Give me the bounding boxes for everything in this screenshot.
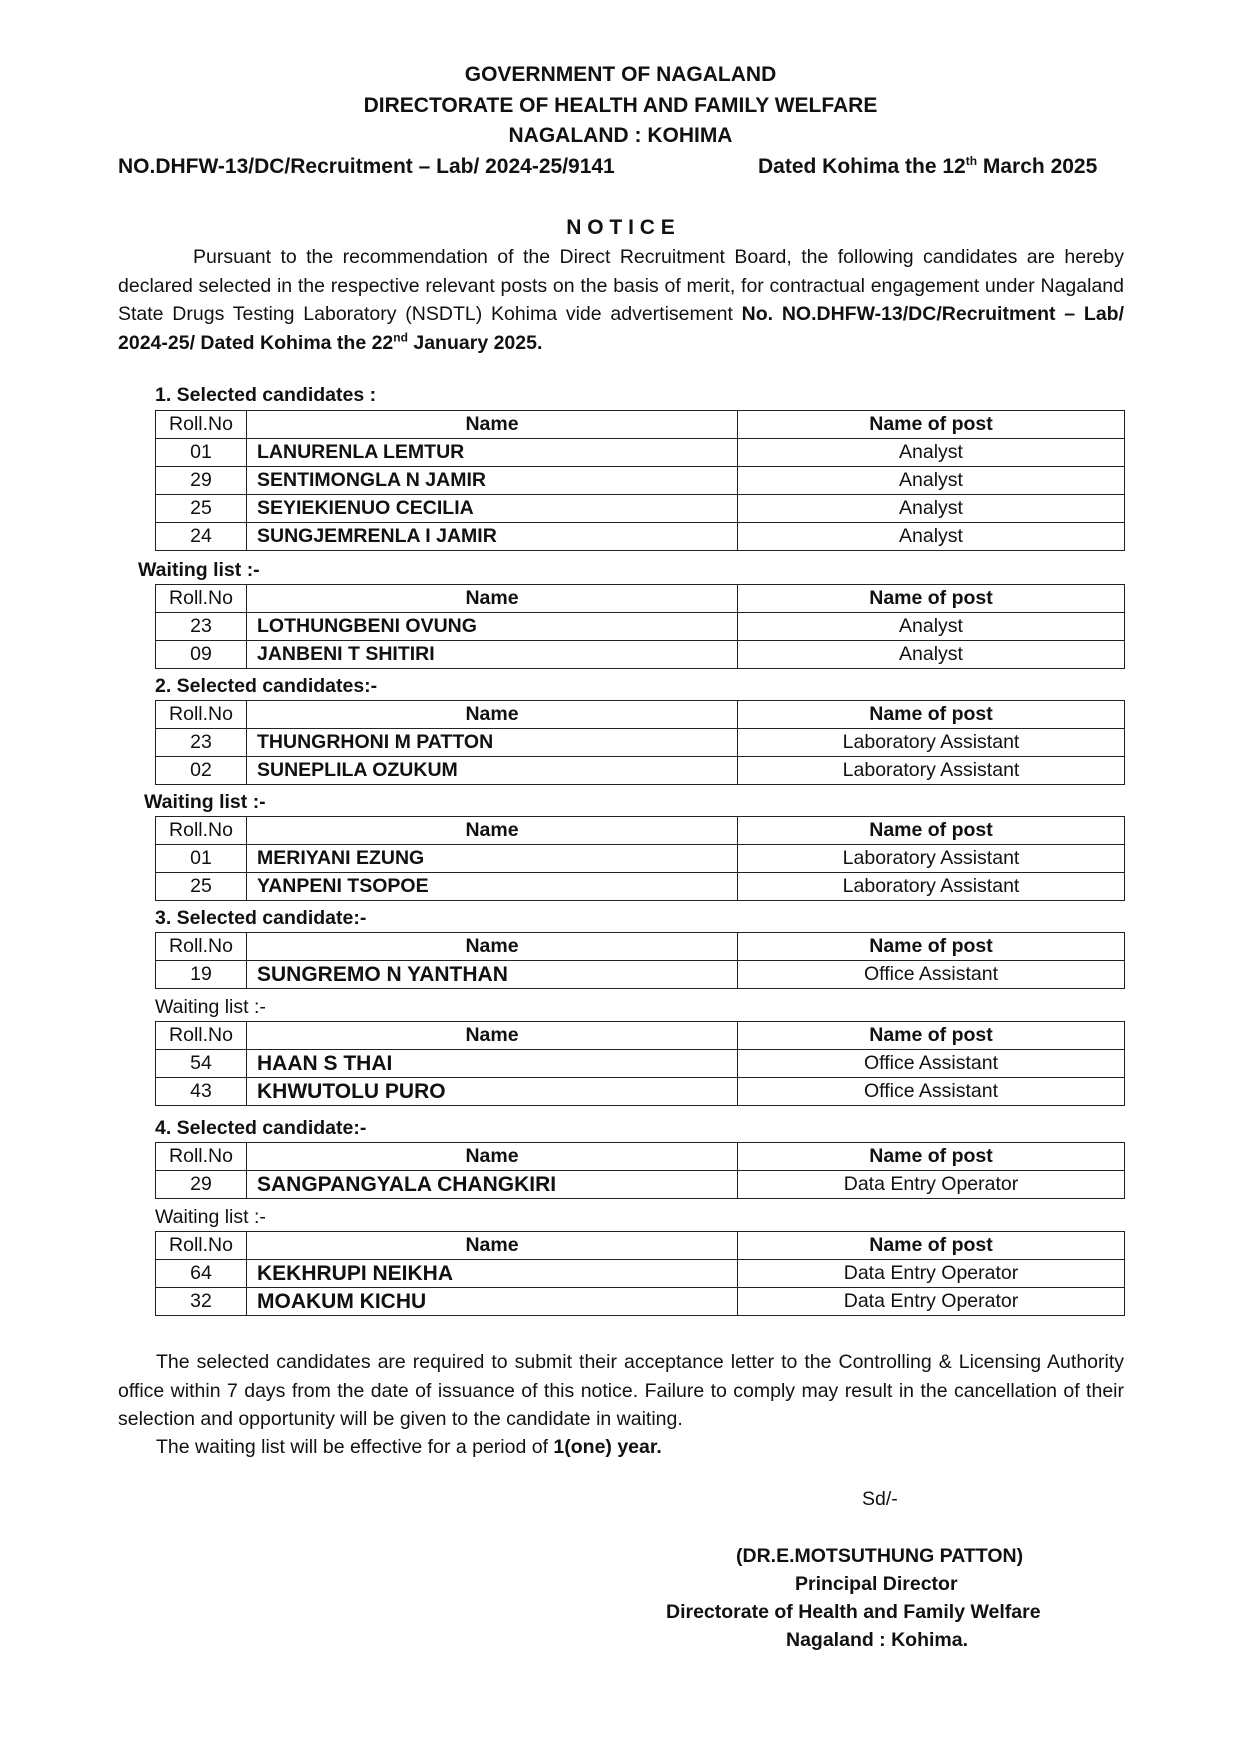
header-directorate: DIRECTORATE OF HEALTH AND FAMILY WELFARE [363, 94, 878, 117]
acceptance-instructions: The selected candidates are required to submit their acceptance letter to the Controlling & Licensing Authority office within 7 days from the date of issuance of this notice. Failure to comply may result in the cancellation of their selection and opportunity will be given to the candidate in waiting. [118, 1351, 1124, 1430]
table-row: 29 SANGPANGYALA CHANGKIRI Data Entry Operator [156, 1171, 1125, 1199]
notice-title: N O T I C E [566, 216, 675, 239]
column-roll: Roll.No [156, 411, 247, 439]
table-row: 02 SUNEPLILA OZUKUM Laboratory Assistant [156, 757, 1125, 785]
signature-sd: Sd/- [862, 1488, 898, 1510]
signatory-name: (DR.E.MOTSUTHUNG PATTON) [736, 1545, 1024, 1567]
waiting-office-assistant-table: Roll.No Name Name of post 54 HAAN S THAI Office Assistant 43 KHWUTOLU PURO Office Assistant [155, 1021, 1125, 1106]
notice-date: Dated Kohima the 12th March 2025 [758, 154, 1098, 178]
table-row: 09 JANBENI T SHITIRI Analyst [156, 641, 1125, 669]
section-4-label: 4. Selected candidate:- [155, 1117, 367, 1139]
table-row: 43 KHWUTOLU PURO Office Assistant [156, 1078, 1125, 1106]
signatory-designation: Principal Director [795, 1573, 958, 1595]
waiting-list-2-label: Waiting list :- [144, 791, 266, 813]
table-row: 23 LOTHUNGBENI OVUNG Analyst [156, 613, 1125, 641]
section-3-label: 3. Selected candidate:- [155, 907, 367, 929]
table-row: 32 MOAKUM KICHU Data Entry Operator [156, 1288, 1125, 1316]
table-row: 25 YANPENI TSOPOE Laboratory Assistant [156, 873, 1125, 901]
selected-analyst-table [155, 410, 1125, 551]
table-row: 54 HAAN S THAI Office Assistant [156, 1050, 1125, 1078]
header-place: NAGALAND : KOHIMA [508, 124, 733, 147]
section-1-label: 1. Selected candidates : [155, 384, 377, 406]
waiting-list-1-label: Waiting list :- [138, 559, 260, 581]
column-name: Name [247, 411, 738, 439]
section-2-label: 2. Selected candidates:- [155, 675, 378, 697]
waiting-list-3-label: Waiting list :- [155, 996, 266, 1018]
table-row: 19 SUNGREMO N YANTHAN Office Assistant [156, 961, 1125, 989]
waiting-analyst-table: Roll.No Name Name of post 23 LOTHUNGBENI OVUNG Analyst 09 JANBENI T SHITIRI Analyst [155, 584, 1125, 669]
waiting-lab-assistant-table: Roll.No Name Name of post 01 MERIYANI EZUNG Laboratory Assistant 25 YANPENI TSOPOE Laboratory Assistant [155, 816, 1125, 901]
selected-data-entry-table: Roll.No Name Name of post 29 SANGPANGYALA CHANGKIRI Data Entry Operator [155, 1142, 1125, 1199]
waiting-list-validity: The waiting list will be effective for a period of 1(one) year. [156, 1436, 662, 1458]
selected-office-assistant-table: Roll.No Name Name of post 19 SUNGREMO N YANTHAN Office Assistant [155, 932, 1125, 989]
table-row: 25 SEYIEKIENUO CECILIA Analyst [156, 495, 1125, 523]
table-row: 01 MERIYANI EZUNG Laboratory Assistant [156, 845, 1125, 873]
waiting-list-4-label: Waiting list :- [155, 1206, 266, 1228]
reference-number: NO.DHFW-13/DC/Recruitment – Lab/ 2024-25/9141 [118, 155, 615, 178]
waiting-data-entry-table: Roll.No Name Name of post 64 KEKHRUPI NEIKHA Data Entry Operator 32 MOAKUM KICHU Data Entry Operator [155, 1231, 1125, 1316]
header-government: GOVERNMENT OF NAGALAND [464, 63, 777, 86]
signatory-office: Directorate of Health and Family Welfare [666, 1601, 1041, 1623]
column-post: Name of post [738, 411, 1125, 439]
table-row: 01 LANURENLA LEMTUR Analyst [156, 439, 1125, 467]
table-row: 23 THUNGRHONI M PATTON Laboratory Assistant [156, 729, 1125, 757]
table-row: 29 SENTIMONGLA N JAMIR Analyst [156, 467, 1125, 495]
notice-body: Pursuant to the recommendation of the Direct Recruitment Board, the following candidates are hereby declared selected in the respective relevant posts on the basis of merit, for contractual engagement under Nagaland State Drugs Testing Laboratory (NSDTL) Kohima vide advertisement No. NO.DHFW-13/DC/Recruitment – Lab/ 2024-25/ Dated Kohima the 22nd January 2025. [118, 246, 1125, 354]
table-row: 24 SUNGJEMRENLA I JAMIR Analyst [156, 523, 1125, 551]
signatory-place: Nagaland : Kohima. [786, 1629, 969, 1651]
table-row: 64 KEKHRUPI NEIKHA Data Entry Operator [156, 1260, 1125, 1288]
selected-lab-assistant-table: Roll.No Name Name of post 23 THUNGRHONI M PATTON Laboratory Assistant 02 SUNEPLILA OZUKUM Laboratory Assistant [155, 700, 1125, 785]
